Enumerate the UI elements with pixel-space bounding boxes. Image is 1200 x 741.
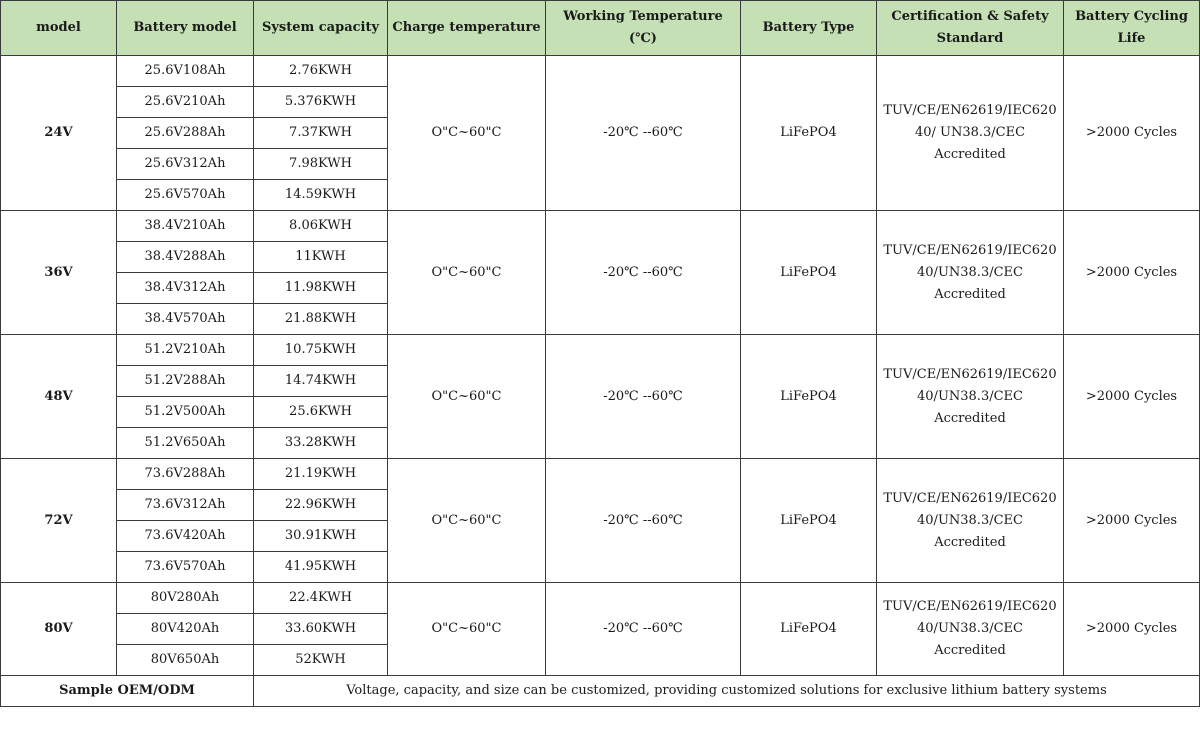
charge-temp-cell: O"C~60"C xyxy=(388,335,546,459)
capacity-cell: 7.37KWH xyxy=(254,118,388,149)
cycling-life-cell: >2000 Cycles xyxy=(1064,211,1200,335)
footer-row xyxy=(1,676,1200,707)
capacity-cell: 10.75KWH xyxy=(254,335,388,366)
footer-label: Sample OEM/ODM xyxy=(1,676,254,707)
battery-model-cell: 25.6V210Ah xyxy=(117,87,254,118)
group-model-48v: 48V xyxy=(1,335,117,459)
battery-type-cell: LiFePO4 xyxy=(741,56,877,211)
capacity-cell: 7.98KWH xyxy=(254,149,388,180)
capacity-cell: 41.95KWH xyxy=(254,552,388,583)
certification-cell: TUV/CE/EN62619/IEC620 40/UN38.3/CEC Accredited xyxy=(877,335,1064,459)
battery-model-cell: 38.4V570Ah xyxy=(117,304,254,335)
header-cycling-life: Battery Cycling Life xyxy=(1064,1,1200,56)
working-temp-cell: -20℃ --60℃ xyxy=(546,335,741,459)
battery-model-cell: 51.2V500Ah xyxy=(117,397,254,428)
capacity-cell: 22.4KWH xyxy=(254,583,388,614)
cycling-life-cell: >2000 Cycles xyxy=(1064,583,1200,676)
battery-model-cell: 38.4V210Ah xyxy=(117,211,254,242)
capacity-cell: 11.98KWH xyxy=(254,273,388,304)
battery-model-cell: 73.6V288Ah xyxy=(117,459,254,490)
battery-type-cell: LiFePO4 xyxy=(741,583,877,676)
table-row xyxy=(1,459,1200,490)
certification-cell: TUV/CE/EN62619/IEC620 40/UN38.3/CEC Accredited xyxy=(877,583,1064,676)
working-temp-cell: -20℃ --60℃ xyxy=(546,459,741,583)
working-temp-cell: -20℃ --60℃ xyxy=(546,211,741,335)
battery-model-cell: 51.2V650Ah xyxy=(117,428,254,459)
header-charge-temperature: Charge temperature xyxy=(388,1,546,56)
battery-model-cell: 80V420Ah xyxy=(117,614,254,645)
cycling-life-cell: >2000 Cycles xyxy=(1064,335,1200,459)
battery-model-cell: 73.6V312Ah xyxy=(117,490,254,521)
table-row xyxy=(1,583,1200,614)
capacity-cell: 22.96KWH xyxy=(254,490,388,521)
battery-model-cell: 80V280Ah xyxy=(117,583,254,614)
battery-model-cell: 73.6V570Ah xyxy=(117,552,254,583)
certification-cell: TUV/CE/EN62619/IEC620 40/ UN38.3/CEC Accredited xyxy=(877,56,1064,211)
cycling-life-cell: >2000 Cycles xyxy=(1064,459,1200,583)
capacity-cell: 5.376KWH xyxy=(254,87,388,118)
capacity-cell: 2.76KWH xyxy=(254,56,388,87)
battery-model-cell: 38.4V288Ah xyxy=(117,242,254,273)
header-model: model xyxy=(1,1,117,56)
charge-temp-cell: O"C~60"C xyxy=(388,459,546,583)
battery-model-cell: 80V650Ah xyxy=(117,645,254,676)
table-row xyxy=(1,335,1200,366)
header-battery-type: Battery Type xyxy=(741,1,877,56)
header-battery-model: Battery model xyxy=(117,1,254,56)
capacity-cell: 25.6KWH xyxy=(254,397,388,428)
group-model-36v: 36V xyxy=(1,211,117,335)
battery-type-cell: LiFePO4 xyxy=(741,335,877,459)
cycling-life-cell: >2000 Cycles xyxy=(1064,56,1200,211)
working-temp-cell: -20℃ --60℃ xyxy=(546,583,741,676)
battery-model-cell: 25.6V288Ah xyxy=(117,118,254,149)
battery-model-cell: 38.4V312Ah xyxy=(117,273,254,304)
capacity-cell: 21.88KWH xyxy=(254,304,388,335)
certification-cell: TUV/CE/EN62619/IEC620 40/UN38.3/CEC Accredited xyxy=(877,211,1064,335)
working-temp-cell: -20℃ --60℃ xyxy=(546,56,741,211)
table-row xyxy=(1,211,1200,242)
header-row xyxy=(1,1,1200,56)
charge-temp-cell: O"C~60"C xyxy=(388,56,546,211)
certification-cell: TUV/CE/EN62619/IEC620 40/UN38.3/CEC Accredited xyxy=(877,459,1064,583)
header-certification: Certification & Safety Standard xyxy=(877,1,1064,56)
battery-type-cell: LiFePO4 xyxy=(741,459,877,583)
capacity-cell: 33.60KWH xyxy=(254,614,388,645)
capacity-cell: 52KWH xyxy=(254,645,388,676)
battery-model-cell: 25.6V108Ah xyxy=(117,56,254,87)
header-working-temperature: Working Temperature (℃) xyxy=(546,1,741,56)
battery-model-cell: 51.2V210Ah xyxy=(117,335,254,366)
battery-model-cell: 73.6V420Ah xyxy=(117,521,254,552)
capacity-cell: 11KWH xyxy=(254,242,388,273)
battery-model-cell: 51.2V288Ah xyxy=(117,366,254,397)
charge-temp-cell: O"C~60"C xyxy=(388,211,546,335)
capacity-cell: 14.74KWH xyxy=(254,366,388,397)
capacity-cell: 21.19KWH xyxy=(254,459,388,490)
capacity-cell: 14.59KWH xyxy=(254,180,388,211)
battery-model-cell: 25.6V312Ah xyxy=(117,149,254,180)
table-row xyxy=(1,56,1200,87)
capacity-cell: 33.28KWH xyxy=(254,428,388,459)
header-system-capacity: System capacity xyxy=(254,1,388,56)
battery-model-cell: 25.6V570Ah xyxy=(117,180,254,211)
capacity-cell: 8.06KWH xyxy=(254,211,388,242)
capacity-cell: 30.91KWH xyxy=(254,521,388,552)
battery-type-cell: LiFePO4 xyxy=(741,211,877,335)
group-model-72v: 72V xyxy=(1,459,117,583)
group-model-80v: 80V xyxy=(1,583,117,676)
group-model-24v: 24V xyxy=(1,56,117,211)
charge-temp-cell: O"C~60"C xyxy=(388,583,546,676)
footer-text: Voltage, capacity, and size can be customized, providing customized solutions for exclusive lithium battery systems xyxy=(254,676,1200,707)
